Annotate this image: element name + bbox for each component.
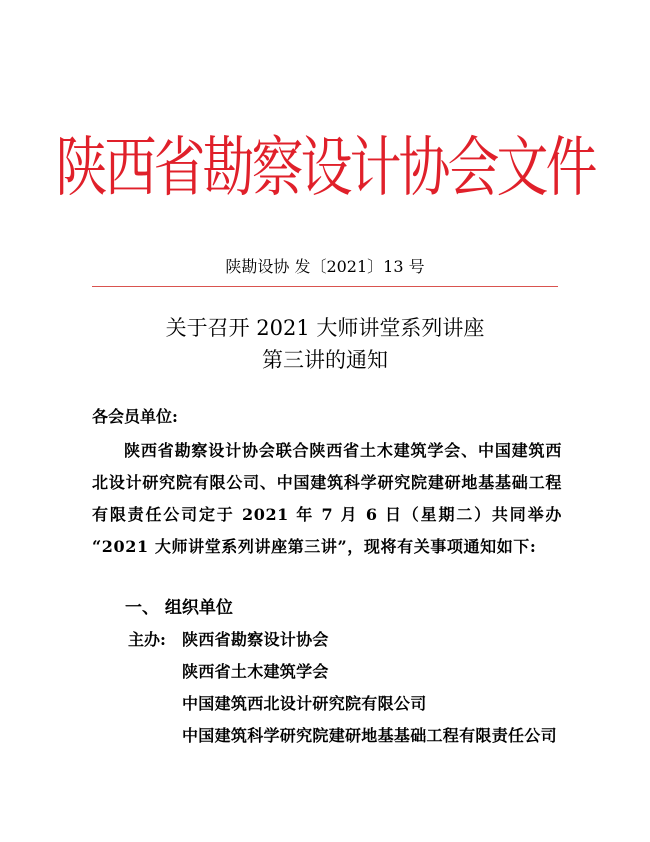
document-number: 陕勘设协 发〔2021〕13 号 (225, 257, 425, 276)
organizer-label: 主办: (128, 630, 166, 649)
section-heading-organizers: 一、 组织单位 (125, 598, 233, 618)
notice-title-line-1: 关于召开 2021 大师讲堂系列讲座 (165, 316, 485, 340)
organizer-item: 陕西省勘察设计协会 (182, 630, 329, 649)
header-divider-rule (92, 286, 558, 287)
notice-title (0, 312, 650, 376)
organizer-item: 中国建筑西北设计研究院有限公司 (182, 694, 427, 713)
organizer-item: 中国建筑科学研究院建研地基基础工程有限责任公司 (182, 726, 557, 745)
notice-title-line-2: 第三讲的通知 (262, 348, 388, 372)
document-header-title: 陕西省勘察设计协会文件 (55, 130, 595, 206)
intro-paragraph: 陕西省勘察设计协会联合陕西省土木建筑学会、中国建筑西北设计研究院有限公司、中国建筑科学研究院建研地基基础工程有限责任公司定于 2021 年 7 月 6 日（星期二）共同举办 “2021 大师讲堂系列讲座第三讲”，现将有关事项通知如下: (92, 441, 562, 556)
salutation: 各会员单位: (92, 407, 178, 426)
organizer-item: 陕西省土木建筑学会 (182, 662, 329, 681)
organizer-list (182, 624, 562, 752)
